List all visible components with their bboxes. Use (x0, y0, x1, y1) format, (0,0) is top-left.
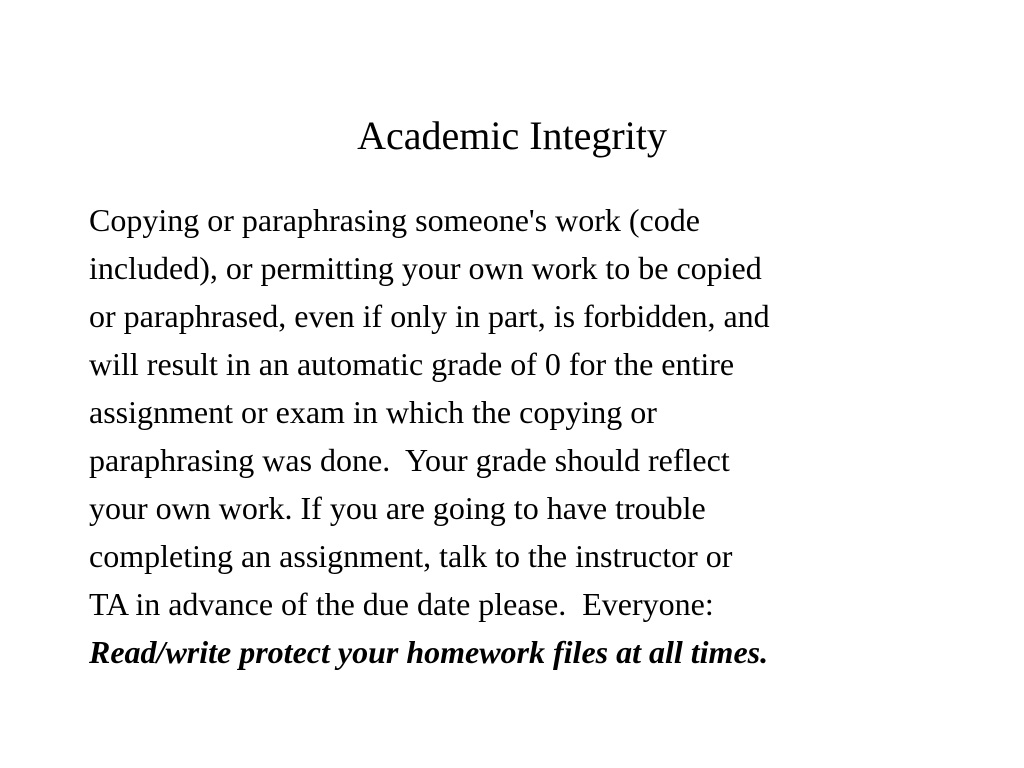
emphasis-line: Read/write protect your homework files at all times. (89, 634, 769, 670)
slide-title: Academic Integrity (357, 113, 667, 158)
body-line: or paraphrased, even if only in part, is forbidden, and (89, 298, 770, 334)
body-line: your own work. If you are going to have trouble (89, 490, 706, 526)
body-line: assignment or exam in which the copying or (89, 394, 657, 430)
body-line: completing an assignment, talk to the instructor or (89, 538, 733, 574)
body-line: Copying or paraphrasing someone's work (code (89, 202, 700, 238)
body-line: TA in advance of the due date please. Everyone: (89, 586, 714, 622)
body-line: will result in an automatic grade of 0 for the entire (89, 346, 735, 382)
body-line: included), or permitting your own work to be copied (89, 250, 762, 286)
body-line: paraphrasing was done. Your grade should reflect (89, 442, 730, 478)
slide-body (89, 196, 949, 676)
